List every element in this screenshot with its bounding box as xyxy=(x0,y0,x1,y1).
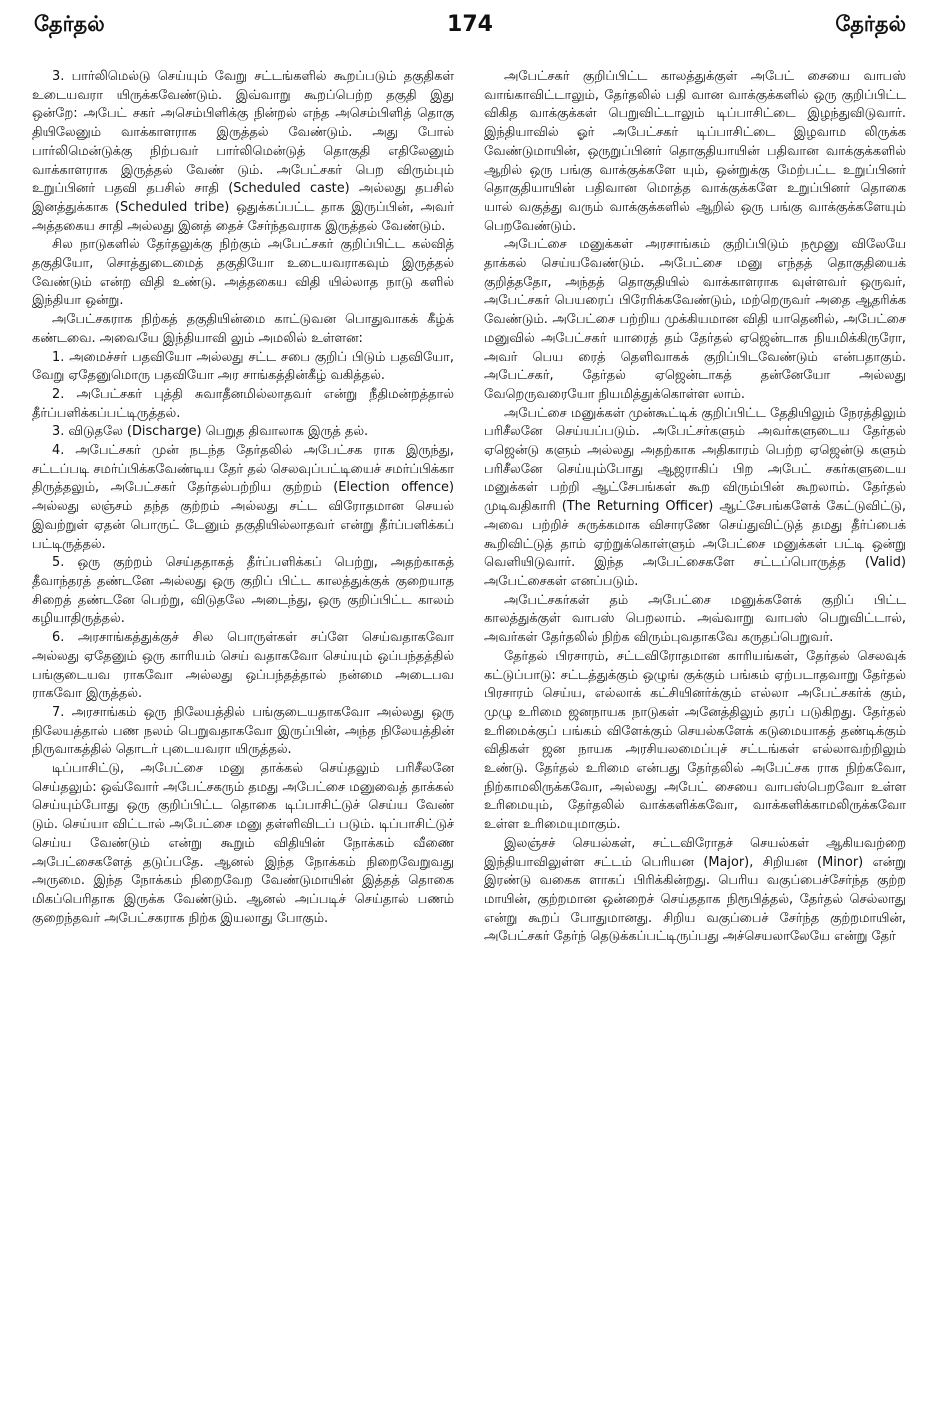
running-head-left: தேர்தல் xyxy=(34,12,105,36)
running-head-right: தேர்தல் xyxy=(835,12,906,36)
left-column xyxy=(32,68,454,928)
paragraph: 3. பார்லிமெல்டு செய்யும் வேறு சட்டங்களில் கூறப்படும் தகுதிகள் உடையவரா யிருக்கவேண்டும். இவ்வாறு கூறப்பெற்ற தகுதி இது ஒன்றே: அபேட் சகர் அசெம்பிளிக்கு நின்றல் எந்த அசெம்பிளித் தொகு தியிலேனும் வாக்காளராக இருத்தல் வேண்டும். அது போல் பார்லிமென்டுக்கு நிற்பவர் பார்லிமென்டுத் தொகுதி எதிலேனும் வாக்காளராக இருத்தல் வேண் டும். அபேட்சகர் பெற விரும்பும் உறுப்பினர் பதவி தபசில் சாதி (Scheduled caste) அல்லது தபசில் இனத்துக்காக (Scheduled tribe) ஒதுக்கப்பட்ட தாக இருப்பின், அவர் அத்தகைய சாதி அல்லது இனத் தைச் சேர்ந்தவராக இருத்தல் வேண்டும். xyxy=(32,69,454,234)
paragraph: இலஞ்சச் செயல்கள், சட்டவிரோதச் செயல்கள் ஆகியவற்றை இந்தியாவிலுள்ள சட்டம் பெரியன (Major), சிறியன (Minor) என்று இரண்டு வகைக ளாகப் பிரிக்கின்றது. பெரிய வகுப்பைச்சேர்ந்த குற்ற மாயின், குற்றமான ஒன்றைச் செய்ததாக நிரூபித்தல், தேர்தல் செல்லாது என்று கூறப் போதுமானது. சிறிய வகுப்பைச் சேர்ந்த குற்றமாயின், அபேட்சகர் தேர்ந் தெடுக்கப்பட்டிருப்பது அச்செயலாலேயே என்று தேர் xyxy=(484,835,906,945)
paragraph: தேர்தல் பிரசாரம், சட்டவிரோதமான காரியங்கள், தேர்தல் செலவுக் கட்டுப்பாடு: சட்டத்துக்கும் ஒழுங் குக்கும் பங்கம் ஏற்படாதவாறு தேர்தல் பிரசாரம் செய்ய, எல்லாக் கட்சியினர்க்கும் எல்லா அபேட்சகர்க் கும், முழு உரிமை ஜனநாயக நாடுகள் அனேத்திலும் தரப் படுகிறது. தேர்தல் உரிமைக்குப் பங்கம் விளேக்கும் செயல்களேக் கடுமையாகத் தண்டிக்கும் விதிகள் ஜன நாயக அரசியலமைப்புச் சட்டங்கள் எல்லாவற்றிலும் உண்டு. தேர்தல் உரிமை என்பது தேர்தலில் அபேட்சக ராக நிற்கவோ, நிற்காமலிருக்கவோ, அல்லது அபேட் சையை வாபஸ்பெறவோ உள்ள உரிமையும், தேர்தலில் வாக்களிக்கவோ, வாக்களிக்காமலிருக்கவோ உள்ள உரிமையுமாகும். xyxy=(484,648,906,833)
paragraph: டிப்பாசிட்டு, அபேட்சை மனு தாக்கல் செய்தலும் பரிசீலனே செய்தலும்: ஒவ்வோர் அபேட்சகரும் தமது அபேட்சை மனுவைத் தாக்கல் செய்யும்போது ஒரு குறிப்பிட்ட தொகை டிப்பாசிட்டுச் செய்ய வேண் டும். செய்யா விட்டால் அபேட்சை மனு தள்ளிவிடப் படும். டிப்பாசிட்டுச் செய்ய வேண்டும் என்று கூறும் விதியின் நோக்கம் வீணை அபேட்சைகளேத் தடுப்பதே. ஆனல் இந்த நோக்கம் நிறைவேறுவது அருமை. இந்த நோக்கம் நிறைவேற வேண்டுமாயின் இத்தத் தொகை மிகப்பெரிதாக இருக்க வேண்டும். ஆனல் அப்படிச் செய்தால் பணம் குறைந்தவர் அபேட்சகராக நிற்க இயலாது போகும். xyxy=(32,761,454,926)
list-item: 2. அபேட்சகர் புத்தி சுவாதீனமில்லாதவர் என்று நீதிமன்றத்தால் தீர்ப்பளிக்கப்பட்டிருத்தல். xyxy=(32,386,454,421)
list-item: 5. ஒரு குற்றம் செய்ததாகத் தீர்ப்பளிக்கப் பெற்று, அதற்காகத் தீவாந்தரத் தண்டனே அல்லது ஒரு குறிப் பிட்ட காலத்துக்குக் குறையாத சிறைத் தண்டனே பெற்று, விடுதலே அடைந்து, ஒரு குறிப்பிட்ட காலம் கழியாதிருத்தல். xyxy=(32,555,454,627)
list-item: 7. அரசாங்கம் ஒரு நிலேயத்தில் பங்குடையதாகவோ அல்லது ஒரு நிலேயத்தால் பண நலம் பெறுவதாகவோ இருப்பின், அந்த நிலேயத்தின் நிருவாகத்தில் தொடர் புடையவரா யிருத்தல். xyxy=(32,704,454,758)
page-number: 174 xyxy=(447,12,493,37)
list-item: 3. விடுதலே (Discharge) பெறுத திவாலாக இருத் தல். xyxy=(52,424,369,440)
paragraph: அபேட்சகராக நிற்கத் தகுதியின்மை காட்டுவன பொதுவாகக் கீழ்க் கண்டவை. அவையே இந்தியாவி லும் அமலில் உள்ளன: xyxy=(32,312,454,346)
paragraph: அபேட்சை மனுக்கள் அரசாங்கம் குறிப்பிடும் நமூனு விலேயே தாக்கல் செய்யவேண்டும். அபேட்சை மனு எந்தத் தொகுதியைக் குறித்ததோ, அந்தத் தொகுதியில் வாக்காளராக வுள்ளவர் ஒருவர், அபேட்சகர் பெயரைப் பிரேரிக்கவேண்டும், மற்றெருவர் அதை ஆதரிக்க வேண்டும். அபேட்சை பற்றிய முக்கியமான விதி யாதெனில், அபேட்சை மனுவில் அபேட்சகர் யாரைத் தம் தேர்தல் ஏஜென்டாக நியமிக்கிருரோ, அவர் பெய ரைத் தெளிவாகக் குறிப்பிடவேண்டும் என்பதாகும். அபேட்சகர், தேர்தல் ஏஜென்டாகத் தன்னேயோ அல்லது வேறெருவரையோ நியமித்துக்கொள்ள லாம். xyxy=(484,237,906,402)
list-item: 6. அரசாங்கத்துக்குச் சில பொருள்கள் சப்ளே செய்வதாகவோ அல்லது ஏதேனும் ஒரு காரியம் செய் வதாகவோ செய்யும் ஒப்பந்தத்தில் பங்குடையவ ராகவோ அல்லது ஒப்பந்தத்தால் நன்மை அடைபவ ராகவோ இருத்தல். xyxy=(32,630,454,702)
list-item: 1. அமைச்சர் பதவியோ அல்லது சட்ட சபை குறிப் பிடும் பதவியோ, வேறு ஏதேனுமொரு பதவியோ அர சாங்கத்தின்கீழ் வகித்தல். xyxy=(32,349,454,384)
paragraph: அபேட்சை மனுக்கள் முன்கூட்டிக் குறிப்பிட்ட தேதியிலும் நேரத்திலும் பரிசீலனே செய்யப்படும். அபேட்சர்களும் அவர்களுடைய தேர்தல் ஏஜென்டு களும் அல்லது அதற்காக அதிகாரம் பெற்ற ஏஜென்டு களும் பரிசீலனே செய்யும்போது ஆஜராகிப் பிற அபேட் சகர்களுடைய மனுக்கள் பற்றி ஆட்சேபங்கள் கூற விரும்பின் கூறலாம். தேர்தல் முடிவதிகாரி (The Returning Officer) ஆட்சேபங்களேக் கேட்டுவிட்டு, அவை பற்றிச் சுருக்கமாக விசாரணே செய்துவிட்டுத் தமது தீர்ப்பைக் கூறிவிட்டுத் தாம் ஏற்றுக்கொள்ளும் அபேட்சை மனுக்கள் பட்டி ஒன்று வெளியிடுவார். இந்த அபேட்சைகளே சட்டப்பொருத்த (Valid) அபேட்சைகள் எனப்படும். xyxy=(484,405,906,589)
paragraph: அபேட்சகர்கள் தம் அபேட்சை மனுக்களேக் குறிப் பிட்ட காலத்துக்குள் வாபஸ் பெறலாம். அவ்வாறு வாபஸ் பெறுவிட்டால், அவர்கள் தேர்தலில் நிற்க விரும்புவதாகவே கருதப்பெறுவர். xyxy=(484,592,906,646)
paragraph: சில நாடுகளில் தேர்தலுக்கு நிற்கும் அபேட்சகர் குறிப்பிட்ட கல்வித் தகுதியோ, சொத்துடைமைத் தகுதியோ உடையவராகவும் இருத்தல் வேண்டும் என்ற விதி உண்டு. அத்தகைய விதி யில்லாத நாடு களில் இந்தியா ஒன்று. xyxy=(32,237,454,309)
paragraph: அபேட்சகர் குறிப்பிட்ட காலத்துக்குள் அபேட் சையை வாபஸ் வாங்காவிட்டாலும், தேர்தலில் பதி வான வாக்குக்களில் ஒரு குறிப்பிட்ட விகித வாக்குக்கள் பெறுவிட்டாலும் டிப்பாசிட்டை இழந்துவிடுவார். இந்தியாவில் ஓர் அபேட்சகர் டிப்பாசிட்டை இழவாம லிருக்க வேண்டுமாயின், ஒருறுப்பினர் தொகுதியாயின் பதிவான வாக்குக்களில் ஆறில் ஒரு பங்கு வாக்குக்களே யும், ஒன்றுக்கு மேற்பட்ட உறுப்பினர் தொகுதியாயின் பதிவான மொத்த வாக்குக்களே உறுப்பினர் தொகை யால் வகுத்து வரும் வாக்குக்களில் ஆறில் ஒரு பங்கு வாக்குக்களேயும் பெறவேண்டும். xyxy=(484,69,906,234)
right-column xyxy=(484,68,906,947)
list-item: 4. அபேட்சகர் முன் நடந்த தேர்தலில் அபேட்சக ராக இருந்து, சட்டப்படி சமர்ப்பிக்கவேண்டிய தேர் தல் செலவுப்பட்டியைச் சமர்ப்பிக்கா திருத்தலும், அபேட்சகர் தேர்தல்பற்றிய குற்றம் (Election offence) அல்லது லஞ்சம் தந்த குற்றம் அல்லது சட்ட விரோதமான செயல் இவற்றுள் ஏதன் பொருட் டேனும் தகுதியில்லாதவர் என்று தீர்ப்பளிக்கப் பட்டிருத்தல். xyxy=(32,443,454,552)
page-header xyxy=(34,12,906,52)
